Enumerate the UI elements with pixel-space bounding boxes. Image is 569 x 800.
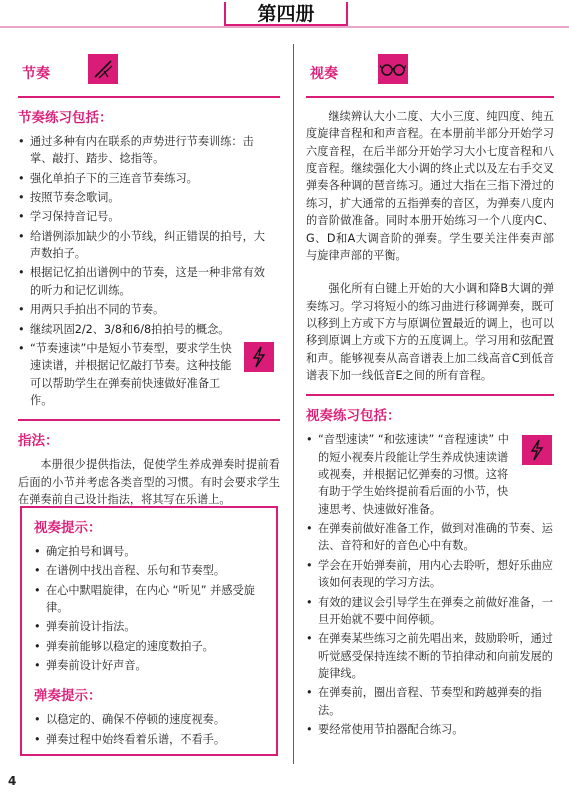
column-divider: [293, 44, 294, 764]
glasses-icon: [378, 54, 408, 84]
sight-reading-paragraph-1: 继续辨认大小二度、大小三度、纯四度、纯五度旋律音程和和声音程。在本册前半部分开始学习六度音程，在后半部分开始学习大小七度音程和八度音程。继续强化大小调的终止式以及左右手交叉弹奏各种调的琶音练习。通过大指在三指下滑过的练习，扩大通常的五指弹奏的音区，为弹奏八度内的音阶做准备。同时本册开始练习一个八度内C、G、D和A大调音阶的弹奏。学生要关注伴奏声部与旋律声部的平衡。: [306, 110, 554, 262]
list-item: • 确定拍号和调号。: [34, 543, 264, 560]
sight-tips-list: [34, 543, 264, 675]
list-item: • 给谱例添加缺少的小节线，纠正错误的拍号，大声数拍子。: [18, 228, 276, 263]
play-tips-heading: 弹奏提示：: [34, 688, 102, 705]
rhythm-practice-list: [18, 133, 280, 409]
rhythm-heading: 节奏: [22, 66, 50, 82]
list-item: • 在心中默唱旋律，在内心 “听见” 并感受旋律。: [34, 582, 264, 617]
list-item: • 根据记忆拍出谱例中的节奏，这是一种非常有效的听力和记忆训练。: [18, 264, 276, 299]
tips-box: [20, 506, 278, 756]
sight-header: [306, 42, 554, 98]
sight-reading-heading: 视奏: [310, 66, 338, 82]
lightning-icon: [522, 435, 552, 465]
header-rule: [0, 26, 569, 28]
conducting-icon: [88, 54, 118, 84]
sight-tips-heading: 视奏提示：: [34, 520, 102, 536]
page-header: [0, 0, 569, 34]
lightning-icon: [244, 342, 274, 372]
sight-practice-section: [306, 394, 554, 738]
sight-reading-paragraph-2: 强化所有白键上开始的大小调和降B大调的弹奏练习。学习将短小的练习曲进行移调弹奏，既可以移到上方或下方与原调位置最近的调上，也可以移到原调上方或下方的五度调上。学习用和弦配置和声。能够视奏从高音谱表上加二线高音C到低音谱表下加一线低音E之间的所有音程。: [306, 282, 554, 383]
list-item: • 强化单拍子下的三连音节奏练习。: [18, 170, 276, 187]
list-item: • 学会在开始弹奏前，用内心去聆听，想好乐曲应该如何表现的学习方法。: [306, 557, 554, 592]
list-item: • 在谱例中找出音程、乐句和节奏型。: [34, 562, 264, 579]
page-title: 第四册: [224, 2, 348, 26]
list-item: • 按照节奏念歌词。: [18, 189, 276, 206]
page-number: 4: [8, 774, 17, 788]
fingering-text: 本册很少提供指法，促使学生养成弹奏时提前看后面的小节并考虑各类音型的习惯。有时会要求学生在弹奏前自己设计指法，将其写在乐谱上。: [18, 458, 280, 506]
list-item: • 在弹奏前做好准备工作，做到对准确的节奏、运法、音符和好的音色心中有数。: [306, 520, 554, 555]
left-column: [18, 42, 280, 508]
list-item: • 弹奏前能够以稳定的速度数拍子。: [34, 638, 264, 655]
list-item: • 弹奏过程中始终看着乐谱，不看手。: [34, 731, 264, 748]
list-item: • 通过多种有内在联系的声势进行节奏训练：击掌、敲打、踏步、捻指等。: [18, 133, 276, 168]
fingering-heading: 指法：: [18, 433, 59, 450]
list-item: • 继续巩固2/2、3/8和6/8拍拍号的概念。: [18, 321, 276, 338]
play-tips-list: [34, 711, 264, 748]
sight-practice-heading: 视奏练习包括：: [306, 408, 401, 425]
list-item: [18, 340, 276, 409]
list-item: [306, 431, 554, 518]
fingering-section: [18, 419, 280, 508]
list-item: • 在弹奏某些练习之前先唱出来，鼓励聆听，通过听觉感受保持连续不断的节拍律动和向前发展的旋律线。: [306, 630, 554, 682]
list-item: • 以稳定的、确保不停顿的速度视奏。: [34, 711, 264, 728]
list-item: • 要经常使用节拍器配合练习。: [306, 721, 554, 738]
rhythm-practice-heading: 节奏练习包括：: [18, 110, 113, 126]
list-item: • 有效的建议会引导学生在弹奏之前做好准备，一旦开始就不要中间停顿。: [306, 594, 554, 629]
right-column: [306, 42, 554, 740]
sight-practice-list: [306, 431, 554, 738]
rhythm-speed-reading-text: “节奏速读”中是短小节奏型，要求学生快速读谱，并根据记忆敲打节奏。这种技能可以帮助学生在弹奏前快速做好准备工作。: [30, 341, 232, 407]
rhythm-header: [18, 42, 280, 98]
list-item: • 用两只手拍出不同的节奏。: [18, 301, 276, 318]
list-item: • 学习保持音记号。: [18, 208, 276, 225]
speed-reading-text: “音型速读” “和弦速读” “音程速读” 中的短小视奏片段能让学生养成快速读谱或视奏，并根据记忆弹奏的习惯。这将有助于学生始终提前看后面的小节，快速思考、快速做好准备。: [318, 433, 509, 516]
list-item: • 在弹奏前，圈出音程、节奏型和跨越弹奏的指法。: [306, 684, 554, 719]
list-item: • 弹奏前设计好声音。: [34, 657, 264, 674]
list-item: • 弹奏前设计指法。: [34, 618, 264, 635]
